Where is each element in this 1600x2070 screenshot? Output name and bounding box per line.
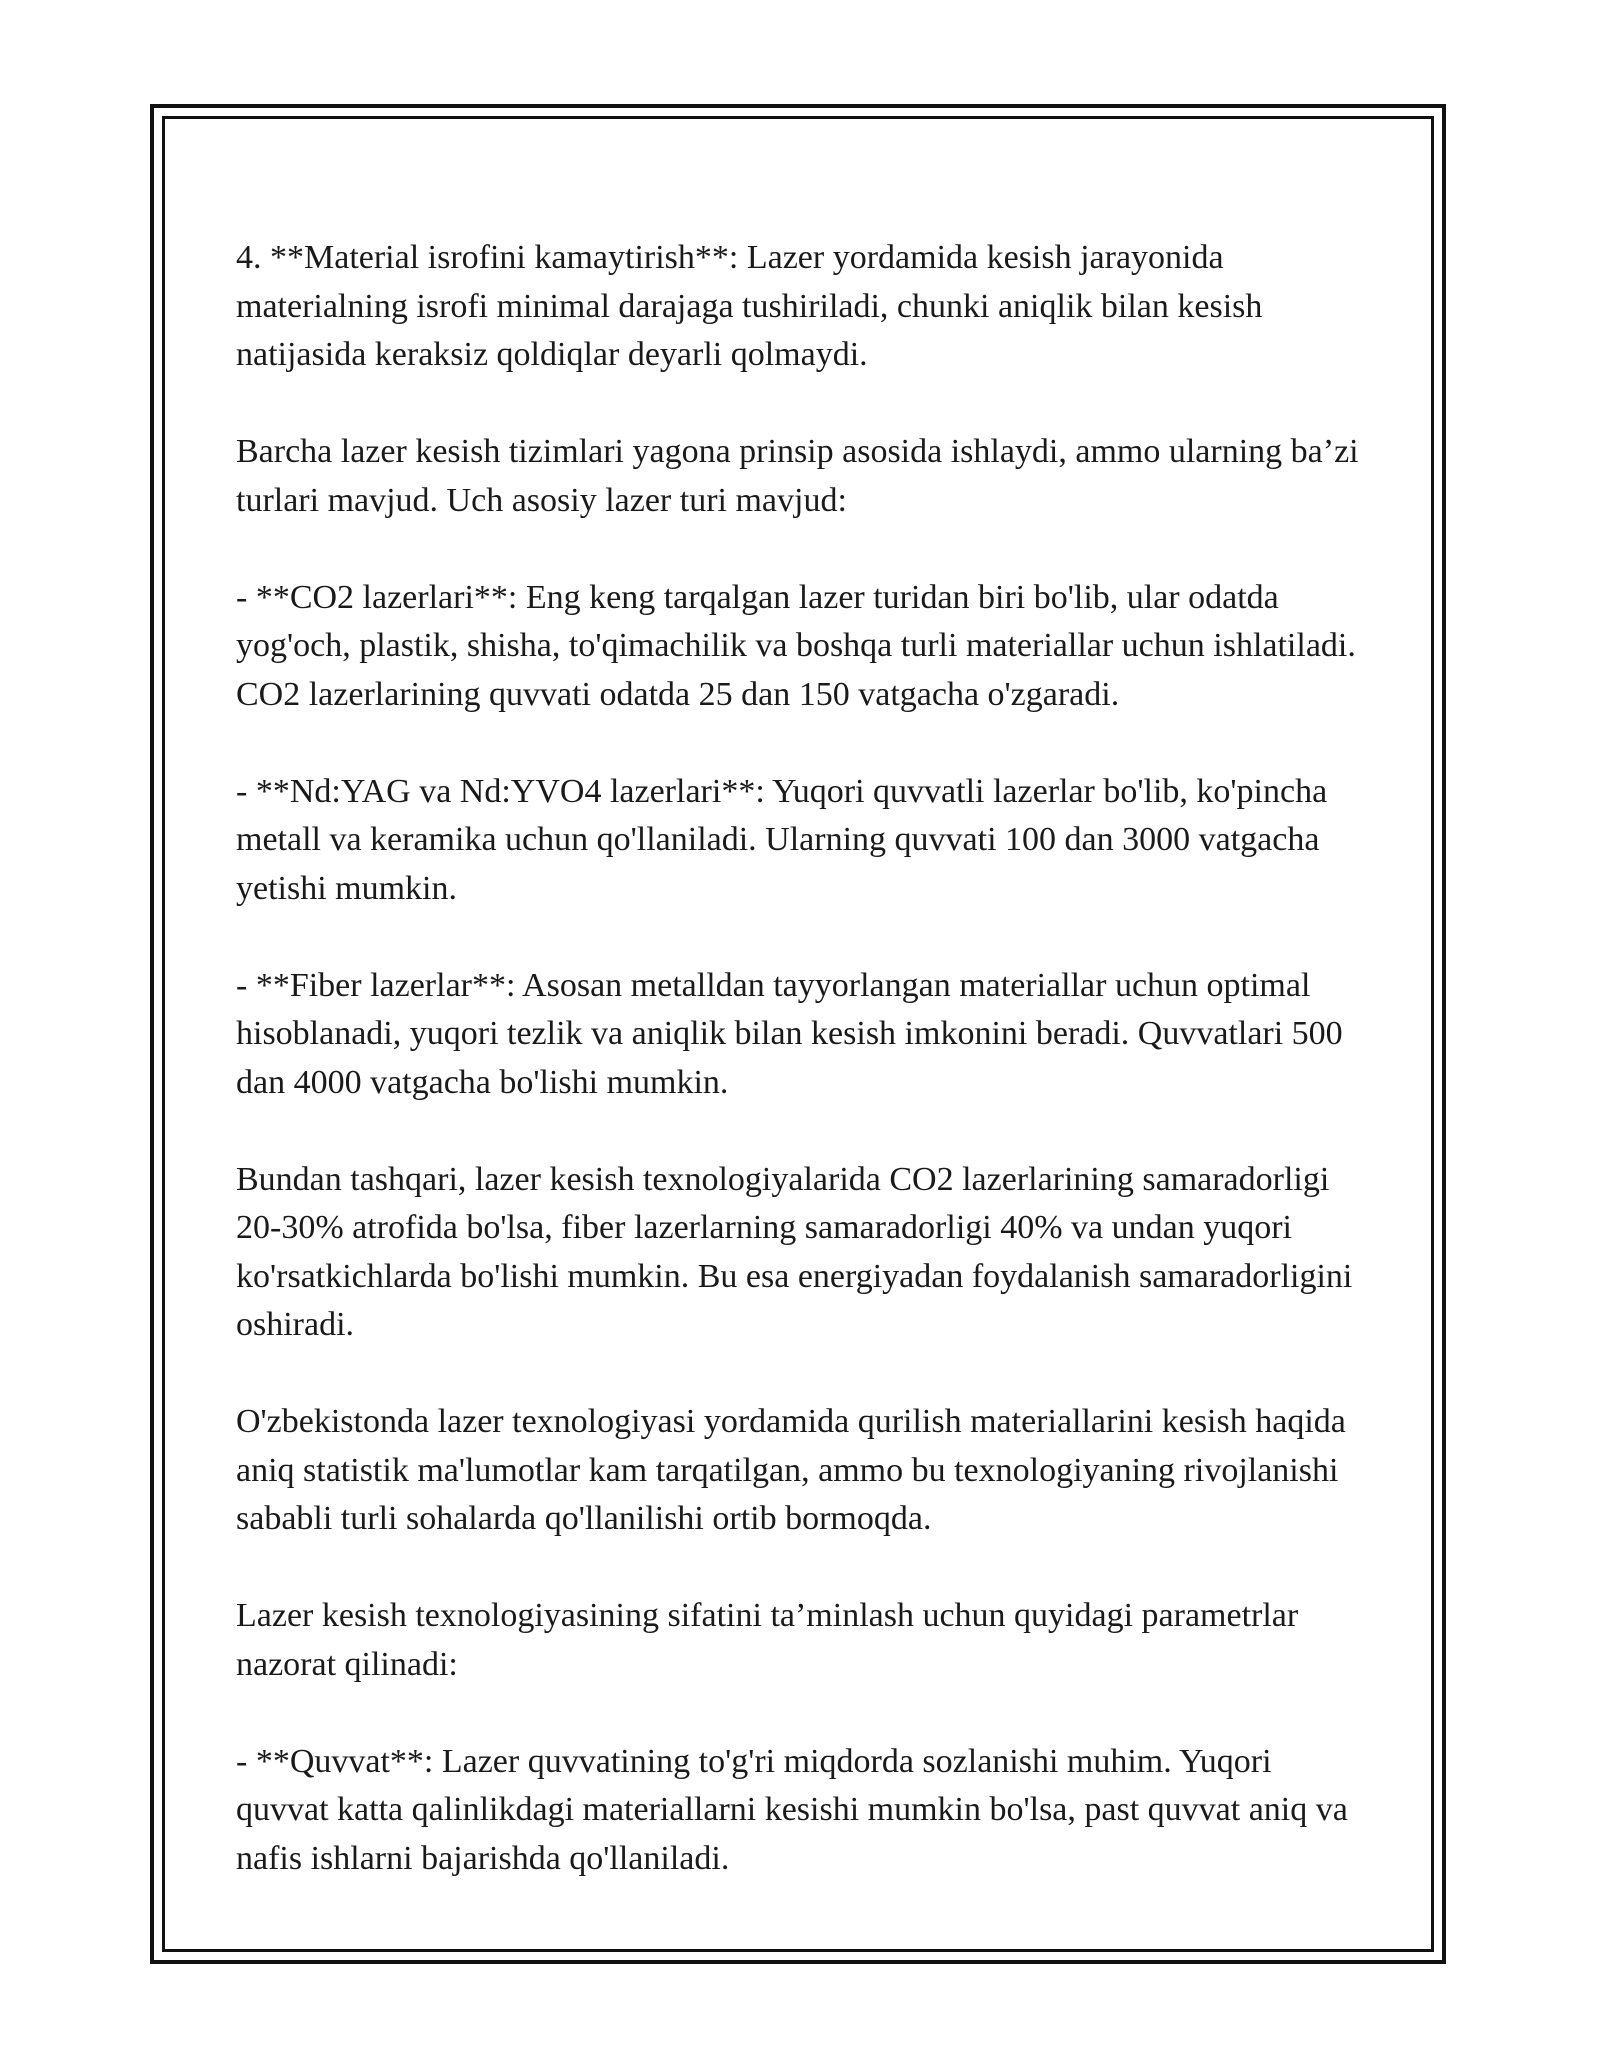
paragraph-laser-types-intro: Barcha lazer kesish tizimlari yagona prinsip asosida ishlaydi, ammo ularning ba’zi turlari mavjud. Uch asosiy lazer turi mavjud: xyxy=(236,433,1359,519)
paragraph-quality-parameters: Lazer kesish texnologiyasining sifatini ta’minlash uchun quyidagi parametrlar nazorat qilinadi: xyxy=(236,1597,1299,1683)
paragraph-fiber-lasers: - **Fiber lazerlar**: Asosan metalldan tayyorlangan materiallar uchun optimal hisoblanadi, yuqori tezlik va aniqlik bilan kesish imkonini beradi. Quvvatlari 500 dan 4000 vatgacha bo'lishi mumkin. xyxy=(236,966,1343,1101)
paragraph-power: - **Quvvat**: Lazer quvvatining to'g'ri miqdorda sozlanishi muhim. Yuqori quvvat katta qalinlikdagi materiallarni kesishi mumkin bo'lsa, past quvvat aniq va nafis ishlarni bajarishda qo'llaniladi. xyxy=(236,1742,1348,1877)
paragraph-ndyag-lasers: - **Nd:YAG va Nd:YVO4 lazerlari**: Yuqori quvvatli lazerlar bo'lib, ko'pincha metall va keramika uchun qo'llaniladi. Ularning quvvati 100 dan 3000 vatgacha yetishi mumkin. xyxy=(236,772,1328,907)
paragraph-co2-lasers: - **CO2 lazerlari**: Eng keng tarqalgan lazer turidan biri bo'lib, ular odatda yog'och, plastik, shisha, to'qimachilik va boshqa turli materiallar uchun ishlatiladi. CO2 lazerlarining quvvati odatda 25 dan 150 vatgacha o'zgaradi. xyxy=(236,578,1356,713)
paragraph-uzbekistan: O'zbekistonda lazer texnologiyasi yordamida qurilish materiallarini kesish haqida aniq statistik ma'lumotlar kam tarqatilgan, ammo bu texnologiyaning rivojlanishi sababli turli sohalarda qo'llanilishi ortib bormoqda. xyxy=(236,1403,1346,1537)
paragraph-material-waste: 4. **Material isrofini kamaytirish**: Lazer yordamida kesish jarayonida materialning isrofi minimal darajaga tushiriladi, chunki aniqlik bilan kesish natijasida keraksiz qoldiqlar deyarli qolmaydi. xyxy=(236,239,1263,373)
paragraph-efficiency: Bundan tashqari, lazer kesish texnologiyalarida CO2 lazerlarining samaradorligi 20-30% atrofida bo'lsa, fiber lazerlarning samaradorligi 40% va undan yuqori ko'rsatkichlarda bo'lishi mumkin. Bu esa energiyadan foydalanish samaradorligini oshiradi. xyxy=(236,1160,1353,1343)
document-body xyxy=(236,234,1366,1883)
